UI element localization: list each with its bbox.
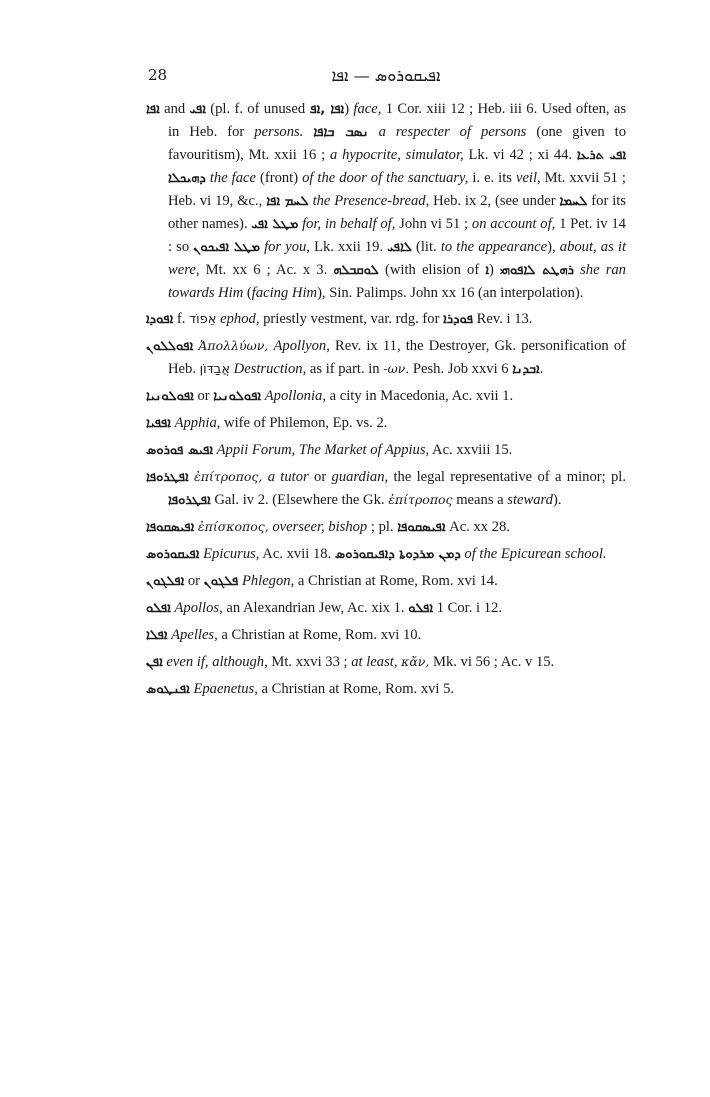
entry-text: 1 Cor. xiii 12 ; Heb. iii 6. Used often, as in Heb. for — [168, 101, 626, 140]
entry-text: priestly vestment, var. rdg. for — [259, 311, 444, 327]
syriac-headword: ܐܦܝܣܩܘܦܐ — [146, 520, 195, 535]
italic-gloss: veil, — [515, 170, 541, 186]
entry-text: Heb. ix 2, (see under — [429, 193, 560, 209]
syriac-headword: ܡܛܠ ܐܦܝܟܘܢ — [193, 240, 260, 255]
syriac-headword: ܪܗܛܬ ܠܐܦܘܗܝ — [500, 263, 574, 278]
italic-gloss: Destruction, — [233, 361, 307, 377]
running-title: ܐܦܝܩܘܪܘܣ — ܐܦܐ — [331, 66, 441, 85]
italic-gloss: a tutor — [267, 469, 309, 485]
syriac-headword: ܐܦܐ ,ܐܦ — [309, 102, 345, 117]
entry-text: Lk. vi 42 ; xi 44. — [463, 147, 577, 163]
entry-text: John vi 51 ; — [395, 216, 472, 232]
italic-gloss: Apollonia, — [264, 388, 326, 404]
entry-text: 1 Cor. i 12. — [433, 600, 502, 616]
entry-text: for its other names). — [168, 193, 626, 232]
italic-gloss: Epicurus, — [203, 546, 260, 562]
dictionary-entry — [146, 516, 626, 539]
syriac-headword: ܐܦܢܛܘܣ — [146, 682, 190, 697]
syriac-headword: ܐܦܛܪܘܦܐ — [146, 470, 189, 485]
italic-gloss: for, in behalf of, — [302, 216, 396, 232]
dictionary-entry — [146, 98, 626, 304]
italic-gloss: Apollos, — [174, 600, 223, 616]
italic-gloss: facing Him — [251, 285, 318, 301]
italic-gloss: at least, — [351, 654, 398, 670]
entry-text: Ac. xvii 18. — [259, 546, 335, 562]
syriac-headword: ܐܦܛܪܘܦܐ — [168, 493, 211, 508]
greek-word: ἐπίτροπος, — [194, 469, 263, 484]
syriac-headword: ܠܚܡܐ — [559, 194, 588, 209]
syriac-headword: ܕܡܢ ܡܪܕܘܬܐ ܕܐܦܝܩܘܪܘܣ — [334, 547, 461, 562]
entry-text: ), — [547, 239, 560, 255]
entry-text: Rev. ix 11, the Destroyer, Gk. personification of Heb. — [168, 338, 627, 377]
dictionary-entry — [146, 624, 626, 647]
entry-text: ), Sin. Palimps. John xx 16 (an interpolation). — [317, 285, 584, 301]
greek-word: ἐπίτροπος — [388, 492, 453, 507]
italic-gloss: Epaenetus, — [193, 681, 258, 697]
italic-gloss: about, as it were, — [168, 239, 626, 278]
entry-text: Lk. xxii 19. — [309, 239, 388, 255]
entry-text: (pl. f. of unused — [205, 101, 310, 117]
italic-gloss: even if, although, — [166, 654, 268, 670]
syriac-headword: ܐܦܘܠܠܘܢ — [146, 339, 194, 354]
page-number: 28 — [148, 66, 168, 84]
dictionary-entry — [146, 308, 626, 331]
syriac-headword: ܐ — [485, 263, 489, 278]
syriac-headword: ܠܚܡ ܐܦܐ — [266, 194, 309, 209]
entry-text: i. e. its — [468, 170, 516, 186]
entry-text: means a — [452, 492, 508, 508]
syriac-headword: ܐܦܠܘ — [146, 601, 171, 616]
italic-gloss: ephod, — [220, 311, 260, 327]
syriac-headword: ܐܦܠܓܘܢ — [146, 574, 185, 589]
italic-gloss: of the Epicurean school. — [464, 546, 607, 562]
entry-text: ). — [552, 492, 562, 508]
italic-gloss: a respecter of persons — [378, 124, 527, 140]
greek-word: -ων. — [383, 361, 410, 376]
dictionary-entry — [146, 335, 626, 381]
entry-text: a Christian at Rome, Rom. xvi 10. — [217, 627, 422, 643]
syriac-headword: ܐܦܝܣ ܦܘܪܘܣ — [146, 443, 213, 458]
italic-gloss: Appii Forum, The Market of Appius, — [216, 442, 430, 458]
italic-gloss: on account of, — [471, 216, 556, 232]
syriac-headword: ܠܐܦܝ — [387, 240, 412, 255]
entry-text: (front) — [256, 170, 303, 186]
dictionary-entry — [146, 466, 626, 512]
entry-text: Ac. xx 28. — [445, 519, 510, 535]
entry-text: (with elision of — [378, 262, 486, 278]
italic-gloss: steward — [507, 492, 553, 508]
entry-text: (lit. — [411, 239, 441, 255]
italic-gloss: for you, — [264, 239, 310, 255]
entry-text: Pesh. Job xxvi 6 — [409, 361, 513, 377]
entry-text: (one given to favouritism), Mt. xxii 16 ; — [168, 124, 627, 163]
entry-text: Ac. xxviii 15. — [429, 442, 513, 458]
dictionary-entry — [146, 651, 626, 674]
entry-text: as if part. in — [306, 361, 384, 377]
dictionary-entry — [146, 439, 626, 462]
italic-gloss: she ran towards Him — [168, 262, 626, 301]
dictionary-entry — [146, 678, 626, 701]
italic-gloss: of the door of the sanctuary, — [302, 170, 469, 186]
syriac-headword: ܐܦܝ — [189, 102, 206, 117]
entry-text: a Christian at Rome, Rom. xvi 14. — [294, 573, 498, 589]
entry-text: or — [184, 573, 204, 589]
entry-text: . — [539, 361, 544, 377]
syriac-headword: ܐܦܐ — [146, 102, 160, 117]
syriac-headword: ܐܦܢ — [146, 655, 163, 670]
syriac-headword: ܐܦܘܠܘܢܝܐ — [213, 389, 262, 404]
syriac-headword: ܐܒܕܢܐ — [512, 362, 540, 377]
hebrew-word: אֲבַדּוֹן — [199, 362, 231, 377]
entry-text — [303, 124, 313, 140]
syriac-headword: ܐܦܘܠܘܢܝܐ — [146, 389, 194, 404]
entry-text: Mt. xxvi 33 ; — [267, 654, 352, 670]
syriac-headword: ܐܦܝ ܬܪܥܐ ܕܗܝܟܠܐ — [168, 148, 626, 186]
syriac-headword: ܐܦܠܐ — [146, 628, 168, 643]
greek-word: Ἀπολλύων, — [198, 338, 269, 353]
entry-text: 1 Pet. iv 14 : so — [168, 216, 626, 255]
syriac-headword: ܐܦܦܝܐ — [146, 416, 171, 431]
italic-gloss: Apelles, — [171, 627, 218, 643]
entry-text: Mk. vi 56 ; Ac. v 15. — [429, 654, 555, 670]
syriac-headword: ܐܦܝܣܩܘܦܐ — [397, 520, 446, 535]
italic-gloss: the face — [209, 170, 256, 186]
entry-text: Rev. i 13. — [472, 311, 533, 327]
dictionary-entry — [146, 597, 626, 620]
italic-gloss: persons. — [254, 124, 304, 140]
entry-text: a city in Macedonia, Ac. xvii 1. — [325, 388, 514, 404]
entry-text: Mt. xxvii 51 ; Heb. vi 19, &c., — [168, 170, 626, 209]
syriac-headword: ܐܦܘܕܐ — [146, 312, 174, 327]
dictionary-entry — [146, 570, 626, 593]
syriac-headword: ܐܦܠܘ — [408, 601, 434, 616]
entry-text: an Alexandrian Jew, Ac. xix 1. — [222, 600, 409, 616]
syriac-headword: ܢܣܒ ܒܐܦܐ — [313, 125, 369, 140]
greek-word: ἐπίσκοπος, — [197, 519, 269, 534]
italic-gloss: a hypocrite, simulator, — [329, 147, 464, 163]
entry-text: or — [308, 469, 332, 485]
italic-gloss: Apphia, — [174, 415, 221, 431]
syriac-headword: ܐܦܝܩܘܪܘܣ — [146, 547, 200, 562]
syriac-headword: ܡܛܠ ܐܦܝ — [251, 217, 299, 232]
italic-gloss: face, — [353, 101, 382, 117]
hebrew-word: אֵפוֹד — [189, 312, 217, 327]
italic-gloss: to the appearance — [440, 239, 548, 255]
running-head — [148, 66, 624, 90]
entry-text: f. — [173, 311, 190, 327]
italic-gloss: Apollyon, — [273, 338, 330, 354]
entry-text: ; pl. — [367, 519, 398, 535]
entry-text: Mt. xx 6 ; Ac. x 3. — [199, 262, 334, 278]
entry-text: ) — [488, 262, 500, 278]
syriac-headword: ܦܘܕܪܐ — [443, 312, 473, 327]
dictionary-entry — [146, 412, 626, 435]
entry-text: Gal. iv 2. (Elsewhere the Gk. — [210, 492, 389, 508]
italic-gloss: overseer, bishop — [272, 519, 368, 535]
greek-word: κἄν, — [401, 654, 430, 669]
entry-text: the legal representative of a minor; pl. — [388, 469, 626, 485]
entry-list — [146, 98, 626, 705]
entry-text: or — [193, 388, 214, 404]
entry-text: ( — [243, 285, 252, 301]
italic-gloss: the Presence-bread, — [312, 193, 430, 209]
dictionary-entry — [146, 385, 626, 408]
entry-text: wife of Philemon, Ep. vs. 2. — [220, 415, 388, 431]
dictionary-entry — [146, 543, 626, 566]
entry-text — [369, 124, 379, 140]
syriac-headword: ܦܠܓܘܢ — [203, 574, 239, 589]
syriac-headword: ܠܘܩܒܠܗ — [333, 263, 379, 278]
entry-text: a Christian at Rome, Rom. xvi 5. — [257, 681, 455, 697]
italic-gloss: guardian, — [331, 469, 389, 485]
entry-text: ) — [344, 101, 354, 117]
entry-text: and — [159, 101, 190, 117]
italic-gloss: Phlegon, — [241, 573, 295, 589]
